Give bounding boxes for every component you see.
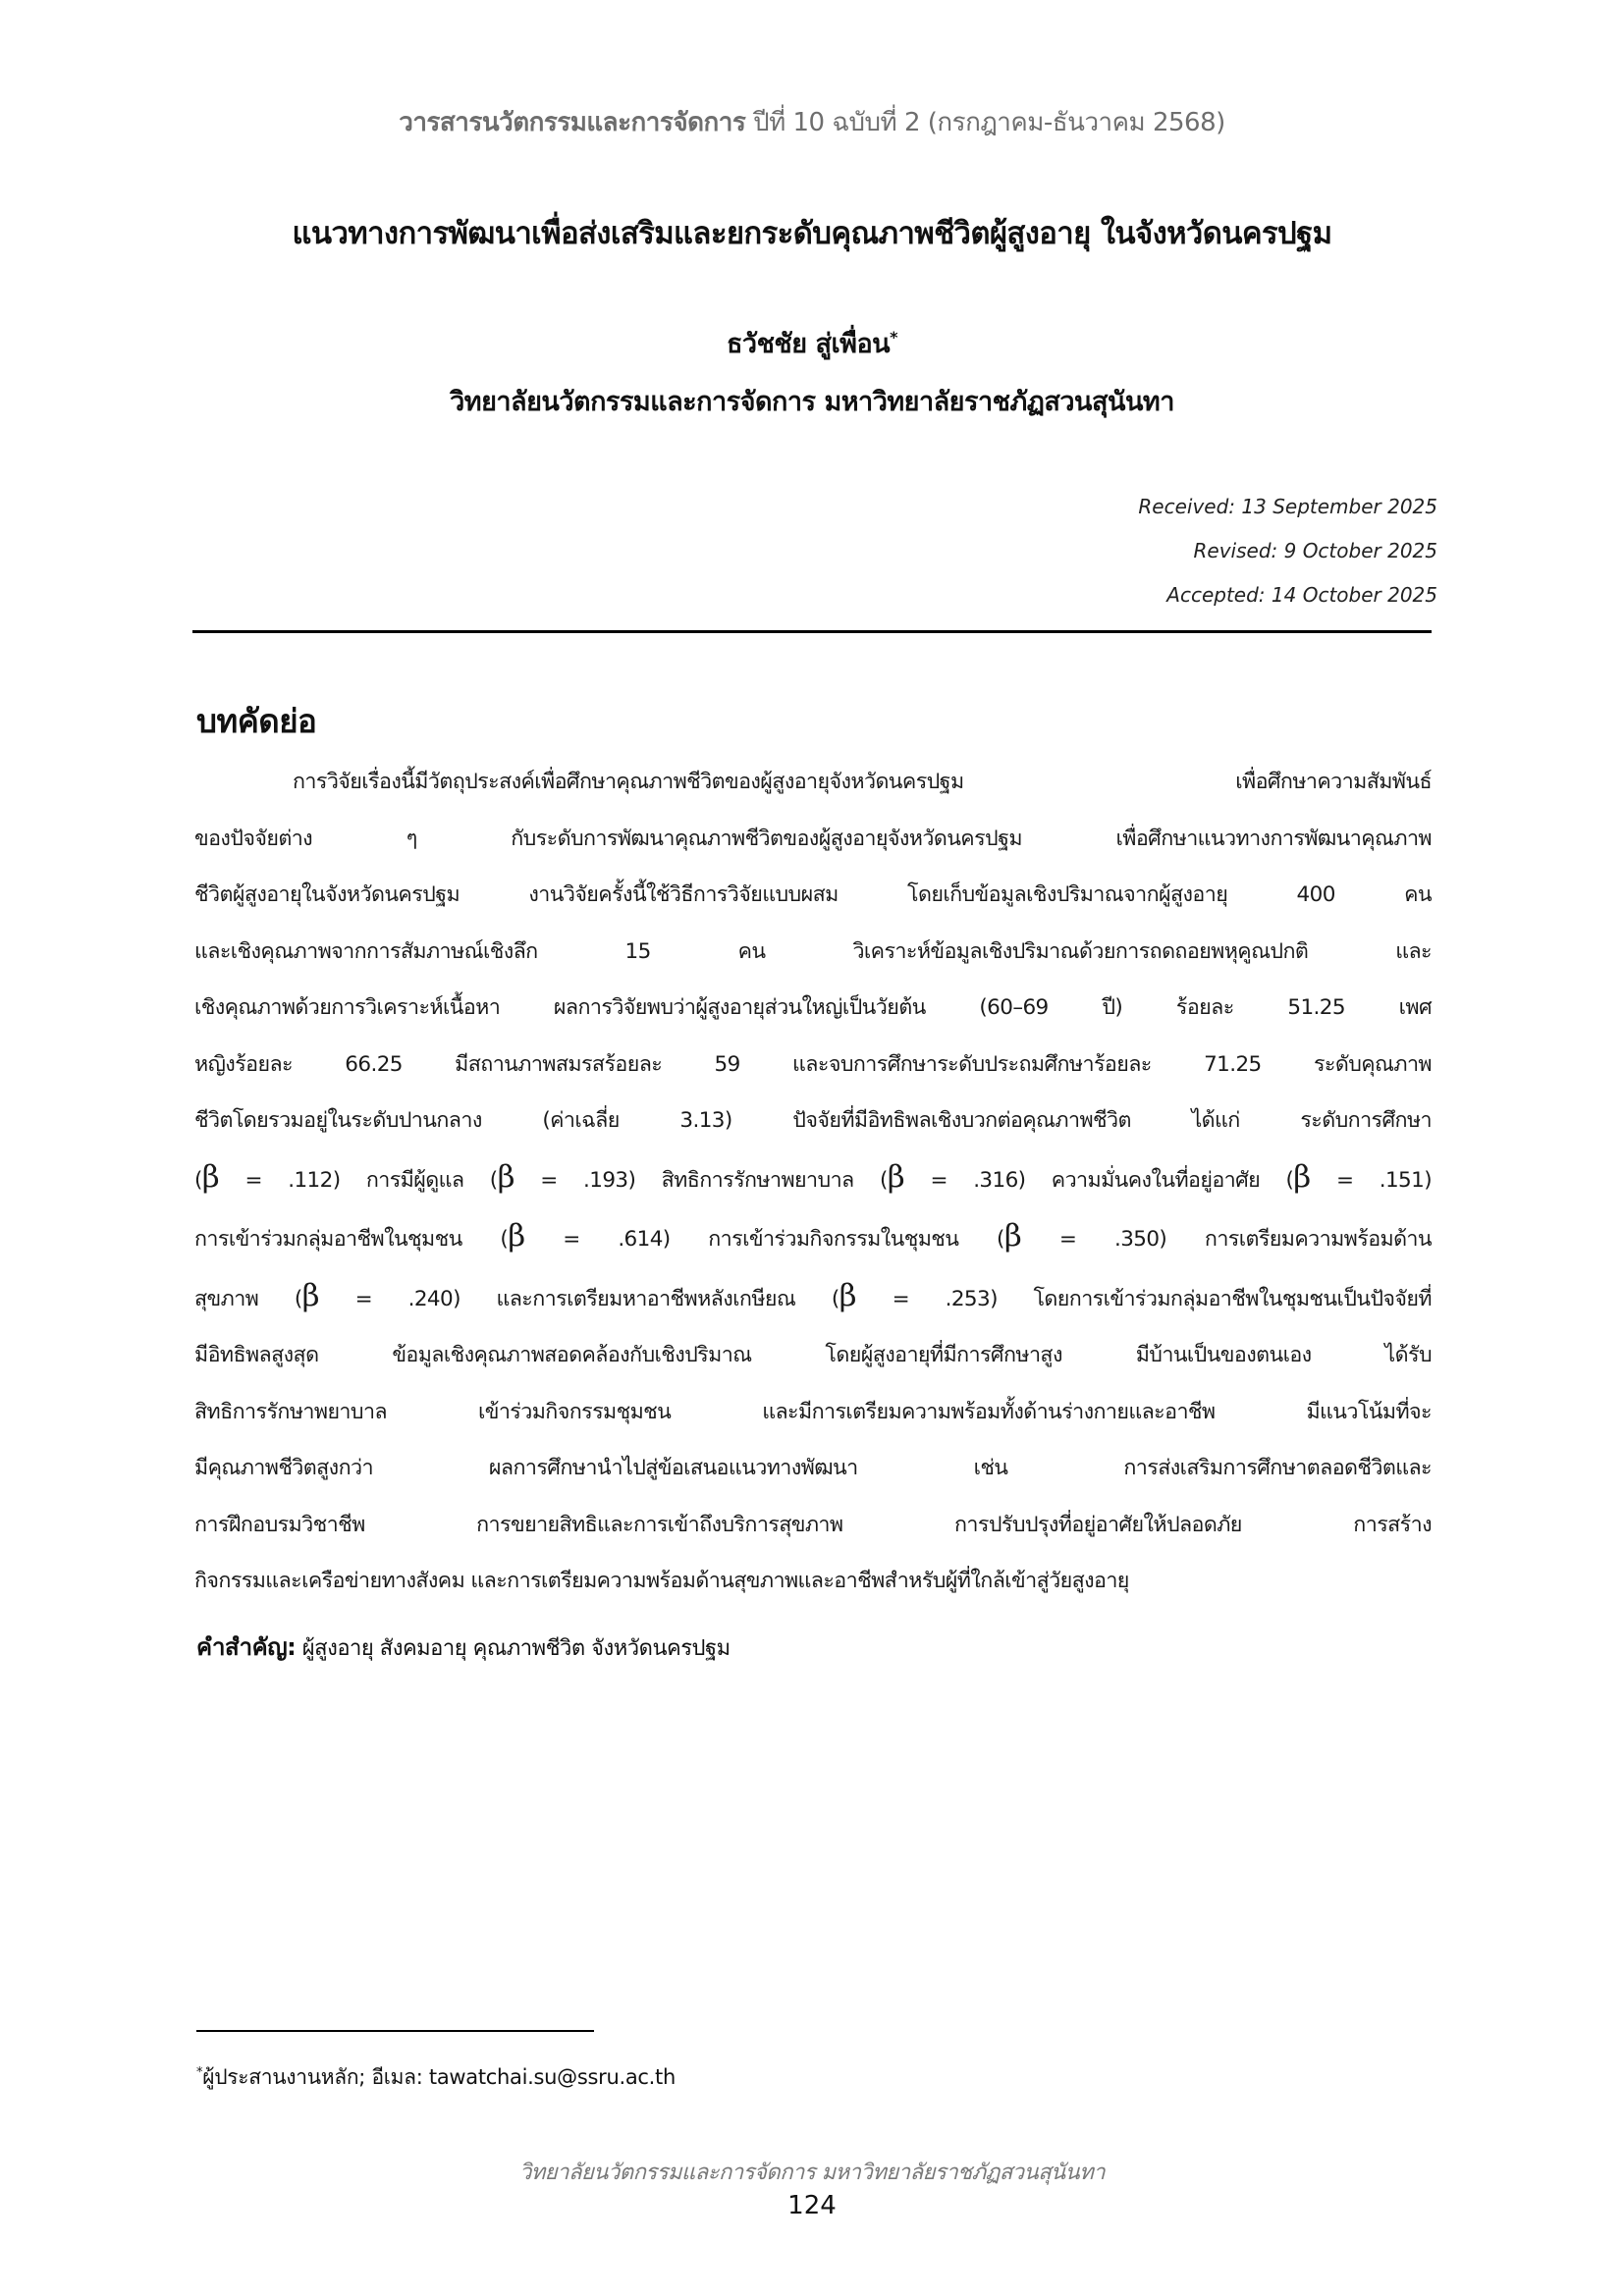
beta-symbol: β: [497, 1158, 514, 1195]
revised-date: Revised: 9 October 2025: [1193, 539, 1437, 562]
header-divider: [192, 630, 1432, 633]
beta-symbol: β: [201, 1158, 220, 1195]
corresponding-author-footnote: [196, 2061, 676, 2094]
abstract-line: กิจกรรมและเครือข่ายทางสังคม และการเตรียมความพร้อมด้านสุขภาพและอาชีพสำหรับผู้ที่ใกล้เข้าสู่วัยสูงอายุ: [194, 1569, 1129, 1593]
accepted-date: Accepted: 14 October 2025: [1166, 583, 1437, 607]
footer-institution: วิทยาลัยนวัตกรรมและการจัดการ มหาวิทยาลัยราชภัฏสวนสุนันทา: [518, 2161, 1106, 2185]
abstract-line: และเชิงคุณภาพจากการสัมภาษณ์เชิงลึก 15 คน วิเคราะห์ข้อมูลเชิงปริมาณด้วยการถดถอยพหุคูณปกติ และ: [194, 938, 1432, 964]
beta-symbol: β: [839, 1277, 856, 1313]
author-affiliation: วิทยาลัยนวัตกรรมและการจัดการ มหาวิทยาลัยราชภัฏสวนสุนันทา: [450, 387, 1174, 417]
abstract-line: ชีวิตผู้สูงอายุในจังหวัดนครปฐม งานวิจัยครั้งนี้ใช้วิธีการวิจัยแบบผสม โดยเก็บข้อมูลเชิงปริมาณจากผู้สูงอายุ 400 คน: [194, 882, 1432, 907]
keywords: [196, 1628, 731, 1666]
article-title: แนวทางการพัฒนาเพื่อส่งเสริมและยกระดับคุณภาพชีวิตผู้สูงอายุ ในจังหวัดนครปฐม: [292, 216, 1332, 251]
journal-name: วารสารนวัตกรรมและการจัดการ: [399, 108, 746, 137]
abstract-line: สิทธิการรักษาพยาบาล เข้าร่วมกิจกรรมชุมชน และมีการเตรียมความพร้อมทั้งด้านร่างกายและอาชีพ มีแนวโน้มที่จะ: [194, 1399, 1432, 1424]
footnote-mark: *: [196, 2065, 203, 2080]
author-line: [0, 322, 1624, 364]
beta-symbol: β: [508, 1218, 525, 1254]
keywords-values: ผู้สูงอายุ สังคมอายุ คุณภาพชีวิต จังหวัดนครปฐม: [301, 1636, 731, 1661]
abstract-line: การวิจัยเรื่องนี้มีวัตถุประสงค์เพื่อศึกษาคุณภาพชีวิตของผู้สูงอายุจังหวัดนครปฐม เพื่อศึกษาความสัมพันธ์: [293, 770, 1432, 794]
beta-symbol: β: [1003, 1218, 1022, 1254]
abstract-line: การฝึกอบรมวิชาชีพ การขยายสิทธิและการเข้าถึงบริการสุขภาพ การปรับปรุงที่อยู่อาศัยให้ปลอดภัย การสร้าง: [194, 1512, 1432, 1537]
abstract-line-beta: การเข้าร่วมกลุ่มอาชีพในชุมชน (β = .614) การเข้าร่วมกิจกรรมในชุมชน (β = .350) การเตรียมความพร้อมด้าน: [194, 1218, 1433, 1254]
footnote-divider: [196, 2030, 594, 2032]
abstract-line: เชิงคุณภาพด้วยการวิเคราะห์เนื้อหา ผลการวิจัยพบว่าผู้สูงอายุส่วนใหญ่เป็นวัยต้น (60–69 ปี) ร้อยละ 51.25 เพศ: [194, 995, 1432, 1020]
author-name: ธวัชชัย สู่เพื่อน: [726, 329, 891, 359]
keywords-label: คำสำคัญ:: [196, 1633, 297, 1661]
running-header: [0, 102, 1624, 142]
page-number: 124: [787, 2191, 837, 2220]
submission-dates: [1138, 485, 1437, 617]
received-date: Received: 13 September 2025: [1138, 495, 1437, 518]
beta-symbol: β: [887, 1158, 905, 1195]
abstract-line: มีคุณภาพชีวิตสูงกว่า ผลการศึกษานำไปสู่ข้อเสนอแนวทางพัฒนา เช่น การส่งเสริมการศึกษาตลอดชีวิตและ: [194, 1456, 1432, 1480]
abstract-body: [194, 754, 1432, 1610]
abstract-line: ชีวิตโดยรวมอยู่ในระดับปานกลาง (ค่าเฉลี่ย 3.13) ปัจจัยที่มีอิทธิพลเชิงบวกต่อคุณภาพชีวิต ได้แก่ ระดับการศึกษา: [194, 1108, 1432, 1133]
beta-symbol: β: [1293, 1158, 1311, 1195]
abstract-line-beta: (β = .112) การมีผู้ดูแล (β = .193) สิทธิการรักษาพยาบาล (β = .316) ความมั่นคงในที่อยู่อาศัย (β = .151): [194, 1158, 1432, 1195]
abstract-line: มีอิทธิพลสูงสุด ข้อมูลเชิงคุณภาพสอดคล้องกับเชิงปริมาณ โดยผู้สูงอายุที่มีการศึกษาสูง มีบ้านเป็นของตนเอง ได้รับ: [194, 1343, 1432, 1367]
author-footnote-mark: *: [890, 328, 898, 347]
issue-info: ปีที่ 10 ฉบับที่ 2 (กรกฎาคม-ธันวาคม 2568): [753, 108, 1225, 137]
abstract-line-beta: สุขภาพ (β = .240) และการเตรียมหาอาชีพหลังเกษียณ (β = .253) โดยการเข้าร่วมกลุ่มอาชีพในชุมชนเป็นปัจจัยที่: [194, 1277, 1432, 1313]
beta-symbol: β: [301, 1277, 319, 1313]
abstract-line: ของปัจจัยต่าง ๆ กับระดับการพัฒนาคุณภาพชีวิตของผู้สูงอายุจังหวัดนครปฐม เพื่อศึกษาแนวทางการพัฒนาคุณภาพ: [194, 826, 1432, 851]
abstract-heading: บทคัดย่อ: [196, 702, 317, 740]
abstract-line: หญิงร้อยละ 66.25 มีสถานภาพสมรสร้อยละ 59 และจบการศึกษาระดับประถมศึกษาร้อยละ 71.25 ระดับคุณภาพ: [194, 1051, 1432, 1077]
footnote-text: ผู้ประสานงานหลัก; อีเมล: tawatchai.su@ssru.ac.th: [202, 2065, 676, 2089]
